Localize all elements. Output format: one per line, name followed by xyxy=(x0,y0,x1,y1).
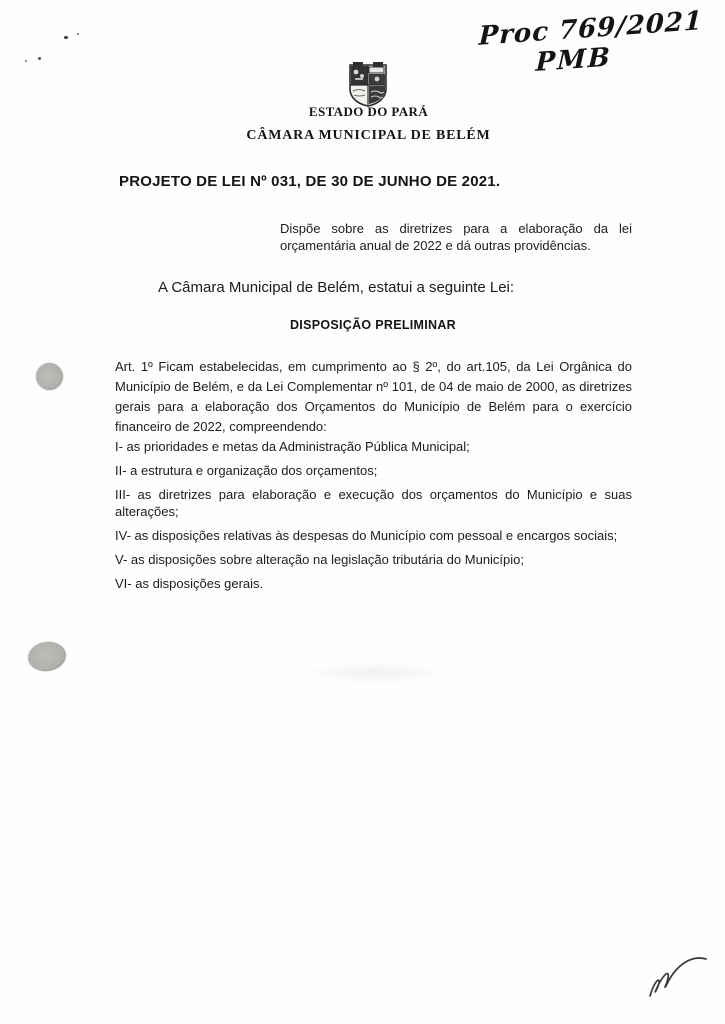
state-name: ESTADO DO PARÁ xyxy=(308,104,429,119)
process-number: Proc 769/2021 xyxy=(478,6,704,52)
law-title: PROJETO DE LEI Nº 031, DE 30 DE JUNHO DE 2021. xyxy=(119,173,501,190)
item-iii: III- as diretrizes para elaboração e execução dos orçamentos do Município e suas alterações; xyxy=(115,487,632,519)
hole-punch-mark xyxy=(36,363,63,390)
ementa-summary: Dispõe sobre as diretrizes para a elaboração da lei orçamentária anual de 2022 e dá outras providências. xyxy=(280,221,632,253)
item-vi: VI- as disposições gerais. xyxy=(115,576,264,591)
scan-speck xyxy=(77,33,79,35)
section-heading: DISPOSIÇÃO PRELIMINAR xyxy=(289,318,457,332)
chamber-name: CÂMARA MUNICIPAL DE BELÉM xyxy=(246,128,491,143)
item-iv: IV- as disposições relativas às despesas do Município com pessoal e encargos sociais; xyxy=(115,528,618,543)
scan-speck xyxy=(25,60,27,62)
initials-mark xyxy=(640,948,720,1011)
hole-punch-mark xyxy=(26,639,68,673)
law-body xyxy=(115,357,632,599)
scan-smudge xyxy=(300,662,450,684)
article-1: Art. 1º Ficam estabelecidas, em cumprimento ao § 2º, do art.105, da Lei Orgânica do Município de Belém, e da Lei Complementar nº 101, de 04 de maio de 2000, as diretrizes gerais para a elaboração dos Orçamentos do Município de Belém para o exercício financeiro de 2022, compreendendo: xyxy=(115,359,632,434)
item-i: I- as prioridades e metas da Administração Pública Municipal; xyxy=(115,439,470,454)
item-ii: II- a estrutura e organização dos orçamentos; xyxy=(115,463,378,478)
org-initials: PMB xyxy=(535,42,613,78)
item-v: V- as disposições sobre alteração na legislação tributária do Município; xyxy=(115,552,525,567)
preamble: A Câmara Municipal de Belém, estatui a seguinte Lei: xyxy=(158,279,515,296)
scan-speck xyxy=(64,36,68,39)
scan-speck xyxy=(38,57,41,60)
handwritten-process-annotation xyxy=(478,8,704,80)
